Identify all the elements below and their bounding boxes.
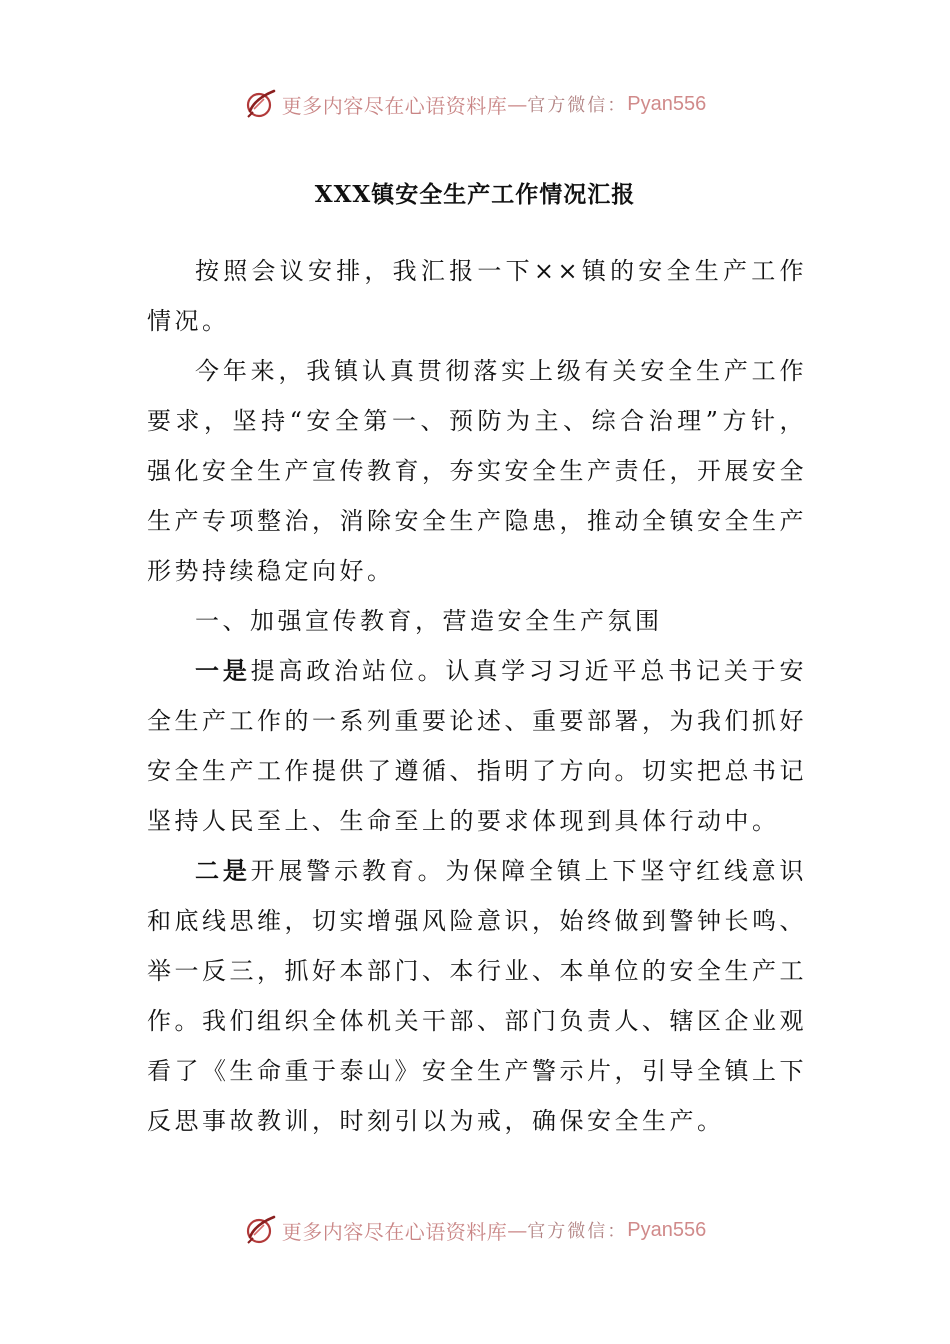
pen-circle-logo-icon <box>244 87 278 121</box>
banner-separator: — <box>507 1218 528 1242</box>
banner-wechat-id: Pyan556 <box>627 1218 707 1241</box>
section-heading: 一、加强宣传教育，营造安全生产氛围 <box>195 607 663 635</box>
banner-text: 更多内容尽在心语资料库 <box>281 1219 508 1244</box>
banner-separator: — <box>507 92 528 116</box>
paragraph-point-one: 一是提高政治站位。认真学习习近平总书记关于安全生产工作的一系列重要论述、重要部署，为我们抓好安全生产工作提供了遵循、指明了方向。切实把总书记坚持人民至上、生命至上的要求体现到具体行动中。 <box>147 656 808 835</box>
pen-circle-logo-icon <box>244 1213 278 1247</box>
footer-banner <box>0 1210 950 1250</box>
header-banner <box>0 84 950 124</box>
paragraph-overview: 今年来，我镇认真贯彻落实上级有关安全生产工作要求，坚持“安全第一、预防为主、综合治理”方针，强化安全生产宣传教育，夯实安全生产责任，开展安全生产专项整治，消除安全生产隐患，推动全镇安全生产形势持续稳定向好。 <box>147 357 807 585</box>
banner-wechat-id: Pyan556 <box>627 92 707 115</box>
document-body <box>147 246 807 1146</box>
point-lead: 一是 <box>195 656 251 685</box>
point-lead: 二是 <box>195 856 251 885</box>
banner-wechat-label: 官方微信： <box>527 95 628 116</box>
document-title: XXX镇安全生产工作情况汇报 <box>314 181 636 208</box>
banner-text: 更多内容尽在心语资料库 <box>281 93 508 118</box>
paragraph-intro: 按照会议安排，我汇报一下××镇的安全生产工作情况。 <box>147 257 807 335</box>
paragraph-point-two: 二是开展警示教育。为保障全镇上下坚守红线意识和底线思维，切实增强风险意识，始终做到警钟长鸣、举一反三，抓好本部门、本行业、本单位的安全生产工作。我们组织全体机关干部、部门负责人、辖区企业观看了《生命重于泰山》安全生产警示片，引导全镇上下反思事故教训，时刻引以为戒，确保安全生产。 <box>147 856 808 1135</box>
banner-wechat-label: 官方微信： <box>527 1221 628 1242</box>
